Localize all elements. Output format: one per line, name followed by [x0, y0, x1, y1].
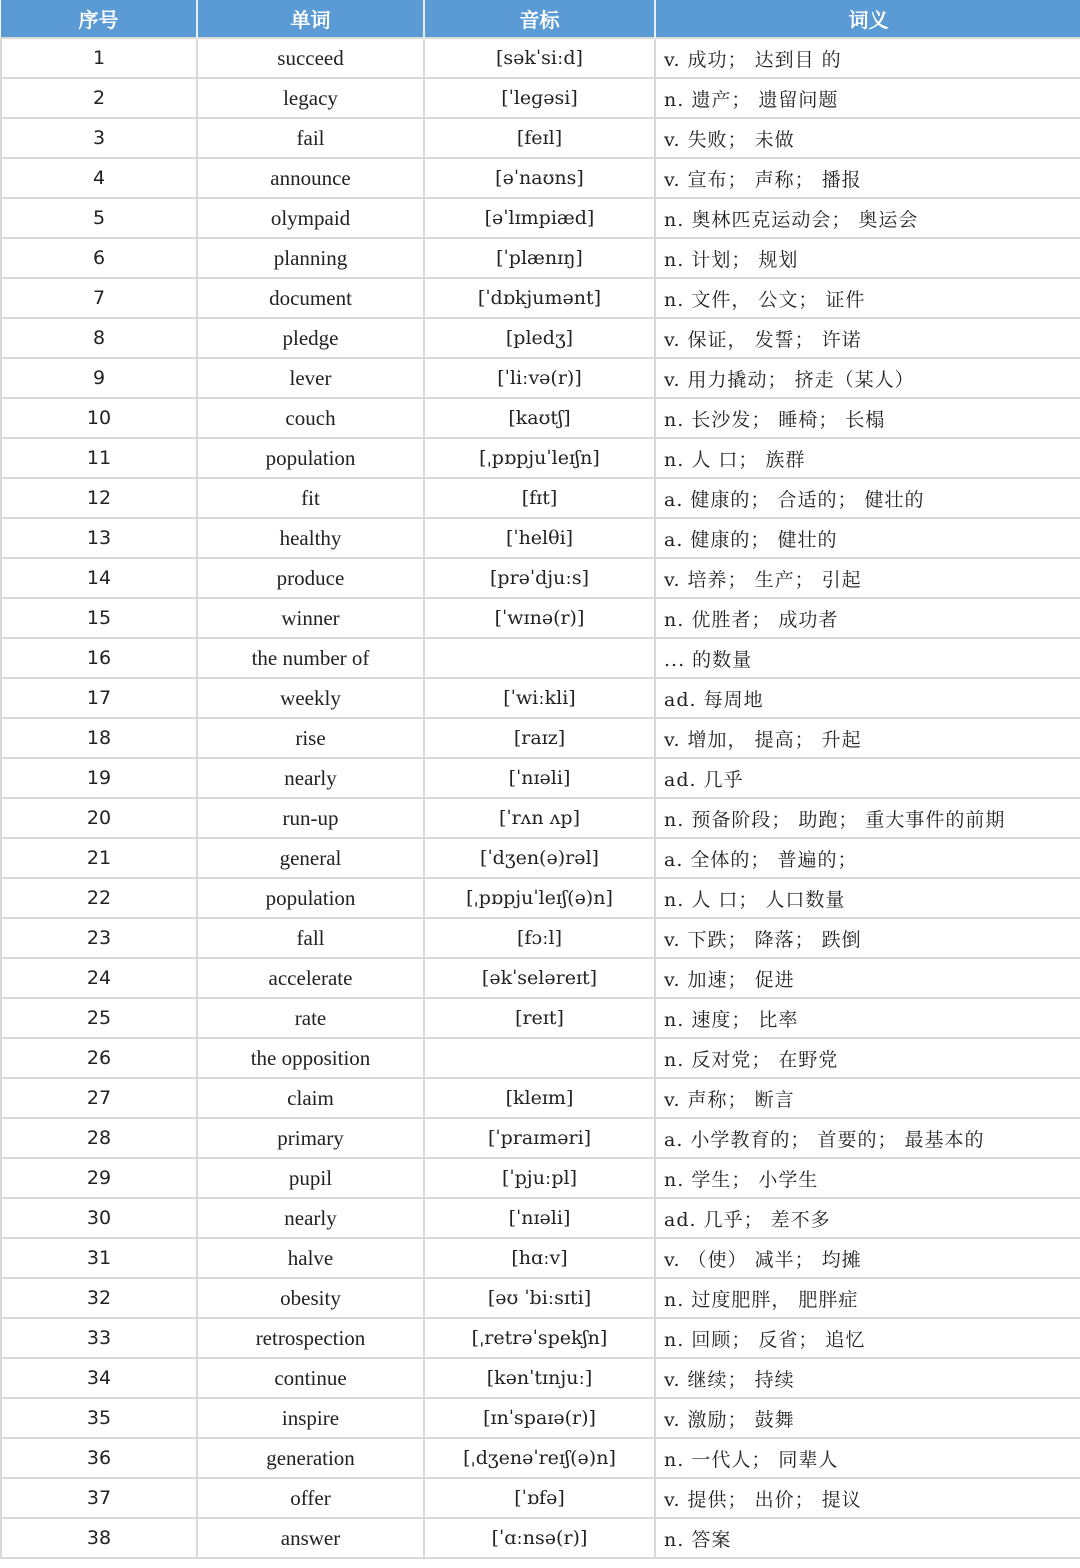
row-word: fall [197, 918, 424, 958]
row-meaning: a. 全体的； 普遍的； [655, 838, 1080, 878]
row-phonetic: [ˌdʒenəˈreɪʃ(ə)n] [424, 1438, 655, 1478]
row-index: 34 [1, 1358, 197, 1398]
row-index: 18 [1, 718, 197, 758]
row-word: halve [197, 1238, 424, 1278]
row-word: run-up [197, 798, 424, 838]
row-word: continue [197, 1358, 424, 1398]
row-index: 38 [1, 1518, 197, 1558]
row-meaning: v. 声称； 断言 [655, 1078, 1080, 1118]
row-meaning: n. 人 口； 族群 [655, 438, 1080, 478]
row-index: 2 [1, 78, 197, 118]
row-index: 24 [1, 958, 197, 998]
row-word: nearly [197, 1198, 424, 1238]
row-phonetic: [ˈplænɪŋ] [424, 238, 655, 278]
row-index: 22 [1, 878, 197, 918]
row-index: 35 [1, 1398, 197, 1438]
row-phonetic: [ˈliːvə(r)] [424, 358, 655, 398]
row-word: succeed [197, 38, 424, 78]
row-meaning: n. 计划； 规划 [655, 238, 1080, 278]
row-phonetic: [əkˈseləreɪt] [424, 958, 655, 998]
row-phonetic: [əʊ ˈbiːsɪti] [424, 1278, 655, 1318]
row-phonetic: [prəˈdjuːs] [424, 558, 655, 598]
row-meaning: v. 继续； 持续 [655, 1358, 1080, 1398]
row-word: accelerate [197, 958, 424, 998]
row-phonetic: [ˈdɒkjumənt] [424, 278, 655, 318]
row-word: olympaid [197, 198, 424, 238]
row-meaning: n. 反对党； 在野党 [655, 1038, 1080, 1078]
row-word: population [197, 878, 424, 918]
row-index: 9 [1, 358, 197, 398]
table-row [1, 558, 1080, 598]
table-row [1, 1038, 1080, 1078]
row-phonetic: [ˈɑːnsə(r)] [424, 1518, 655, 1558]
table-row [1, 1078, 1080, 1118]
table-row [1, 1198, 1080, 1238]
table-row [1, 518, 1080, 558]
row-meaning: v. 提供； 出价； 提议 [655, 1478, 1080, 1518]
row-meaning: v. 成功； 达到目 的 [655, 38, 1080, 78]
row-index: 26 [1, 1038, 197, 1078]
row-phonetic: [fɔːl] [424, 918, 655, 958]
row-phonetic: [ˈnɪəli] [424, 1198, 655, 1238]
row-word: produce [197, 558, 424, 598]
row-meaning: n. 人 口； 人口数量 [655, 878, 1080, 918]
header-meaning: 词义 [655, 0, 1080, 38]
row-meaning: a. 小学教育的； 首要的； 最基本的 [655, 1118, 1080, 1158]
row-word: fail [197, 118, 424, 158]
row-word: obesity [197, 1278, 424, 1318]
row-index: 15 [1, 598, 197, 638]
row-index: 19 [1, 758, 197, 798]
row-word: the opposition [197, 1038, 424, 1078]
table-row [1, 1318, 1080, 1358]
row-meaning: v. 用力撬动； 挤走（某人） [655, 358, 1080, 398]
row-phonetic: [kaʊtʃ] [424, 398, 655, 438]
row-word: general [197, 838, 424, 878]
row-index: 28 [1, 1118, 197, 1158]
table-row [1, 1398, 1080, 1438]
row-word: announce [197, 158, 424, 198]
row-phonetic: [raɪz] [424, 718, 655, 758]
table-row [1, 598, 1080, 638]
row-phonetic: [pledʒ] [424, 318, 655, 358]
row-index: 12 [1, 478, 197, 518]
row-meaning: a. 健康的； 合适的； 健壮的 [655, 478, 1080, 518]
table-row [1, 198, 1080, 238]
table-row [1, 438, 1080, 478]
table-row [1, 958, 1080, 998]
row-index: 32 [1, 1278, 197, 1318]
row-index: 17 [1, 678, 197, 718]
row-phonetic [424, 638, 655, 678]
row-index: 13 [1, 518, 197, 558]
row-phonetic: [əˈlɪmpiæd] [424, 198, 655, 238]
row-index: 20 [1, 798, 197, 838]
row-phonetic: [ˈleɡəsi] [424, 78, 655, 118]
row-meaning: v. 增加， 提高； 升起 [655, 718, 1080, 758]
row-meaning: v. 激励； 鼓舞 [655, 1398, 1080, 1438]
table-row [1, 1358, 1080, 1398]
row-word: the number of [197, 638, 424, 678]
row-meaning: ad. 几乎 [655, 758, 1080, 798]
row-meaning: n. 答案 [655, 1518, 1080, 1558]
table-row [1, 478, 1080, 518]
row-meaning: n. 长沙发； 睡椅； 长榻 [655, 398, 1080, 438]
table-row [1, 278, 1080, 318]
row-index: 27 [1, 1078, 197, 1118]
table-header [1, 0, 1080, 38]
row-meaning: n. 文件， 公文； 证件 [655, 278, 1080, 318]
row-word: nearly [197, 758, 424, 798]
row-phonetic: [əˈnaʊns] [424, 158, 655, 198]
table-row [1, 998, 1080, 1038]
row-meaning: ... 的数量 [655, 638, 1080, 678]
row-index: 16 [1, 638, 197, 678]
row-index: 36 [1, 1438, 197, 1478]
row-index: 4 [1, 158, 197, 198]
row-word: rate [197, 998, 424, 1038]
table-row [1, 758, 1080, 798]
row-phonetic: [fɪt] [424, 478, 655, 518]
table-row [1, 1278, 1080, 1318]
row-phonetic: [ˈhelθi] [424, 518, 655, 558]
row-phonetic: [səkˈsiːd] [424, 38, 655, 78]
row-meaning: n. 预备阶段； 助跑； 重大事件的前期 [655, 798, 1080, 838]
row-word: lever [197, 358, 424, 398]
row-word: generation [197, 1438, 424, 1478]
row-word: document [197, 278, 424, 318]
row-index: 30 [1, 1198, 197, 1238]
row-meaning: n. 过度肥胖， 肥胖症 [655, 1278, 1080, 1318]
table-row [1, 1118, 1080, 1158]
table-row [1, 678, 1080, 718]
row-meaning: n. 一代人； 同辈人 [655, 1438, 1080, 1478]
row-phonetic: [kənˈtɪnjuː] [424, 1358, 655, 1398]
row-phonetic: [ˈwɪnə(r)] [424, 598, 655, 638]
row-index: 31 [1, 1238, 197, 1278]
table-row [1, 1518, 1080, 1558]
row-phonetic: [feɪl] [424, 118, 655, 158]
table-row [1, 358, 1080, 398]
header-index: 序号 [1, 0, 197, 38]
row-word: retrospection [197, 1318, 424, 1358]
row-word: planning [197, 238, 424, 278]
row-meaning: v. 加速； 促进 [655, 958, 1080, 998]
row-word: inspire [197, 1398, 424, 1438]
row-phonetic: [ˌretrəˈspekʃn] [424, 1318, 655, 1358]
row-meaning: ad. 每周地 [655, 678, 1080, 718]
row-meaning: v. 保证， 发誓； 许诺 [655, 318, 1080, 358]
row-phonetic: [kleɪm] [424, 1078, 655, 1118]
row-word: primary [197, 1118, 424, 1158]
table-row [1, 238, 1080, 278]
header-phonetic: 音标 [424, 0, 655, 38]
row-word: rise [197, 718, 424, 758]
table-row [1, 118, 1080, 158]
header-row [1, 0, 1080, 38]
table-row [1, 1478, 1080, 1518]
row-index: 3 [1, 118, 197, 158]
table-row [1, 878, 1080, 918]
row-index: 33 [1, 1318, 197, 1358]
row-index: 14 [1, 558, 197, 598]
table-row [1, 398, 1080, 438]
header-word: 单词 [197, 0, 424, 38]
row-index: 1 [1, 38, 197, 78]
row-phonetic [424, 1038, 655, 1078]
table-row [1, 38, 1080, 78]
row-word: legacy [197, 78, 424, 118]
row-phonetic: [reɪt] [424, 998, 655, 1038]
table-row [1, 318, 1080, 358]
row-meaning: n. 回顾； 反省； 追忆 [655, 1318, 1080, 1358]
row-phonetic: [ˈwiːkli] [424, 678, 655, 718]
row-word: pledge [197, 318, 424, 358]
row-phonetic: [ˌpɒpjuˈleɪʃn] [424, 438, 655, 478]
row-index: 29 [1, 1158, 197, 1198]
row-phonetic: [ˌpɒpjuˈleɪʃ(ə)n] [424, 878, 655, 918]
row-meaning: v. （使） 减半； 均摊 [655, 1238, 1080, 1278]
row-meaning: v. 失败； 未做 [655, 118, 1080, 158]
row-meaning: n. 遗产； 遗留问题 [655, 78, 1080, 118]
row-word: pupil [197, 1158, 424, 1198]
row-index: 8 [1, 318, 197, 358]
row-meaning: n. 优胜者； 成功者 [655, 598, 1080, 638]
row-index: 11 [1, 438, 197, 478]
row-meaning: n. 奥林匹克运动会； 奥运会 [655, 198, 1080, 238]
row-index: 37 [1, 1478, 197, 1518]
row-word: winner [197, 598, 424, 638]
row-word: offer [197, 1478, 424, 1518]
row-meaning: n. 学生； 小学生 [655, 1158, 1080, 1198]
row-meaning: v. 宣布； 声称； 播报 [655, 158, 1080, 198]
table-row [1, 918, 1080, 958]
row-meaning: ad. 几乎； 差不多 [655, 1198, 1080, 1238]
table-row [1, 1438, 1080, 1478]
row-index: 21 [1, 838, 197, 878]
table-row [1, 718, 1080, 758]
row-phonetic: [ˈrʌn ʌp] [424, 798, 655, 838]
row-index: 23 [1, 918, 197, 958]
table-body [1, 38, 1080, 1558]
table-row [1, 158, 1080, 198]
row-phonetic: [ɪnˈspaɪə(r)] [424, 1398, 655, 1438]
table-row [1, 1158, 1080, 1198]
table-row [1, 1238, 1080, 1278]
row-meaning: n. 速度； 比率 [655, 998, 1080, 1038]
row-phonetic: [ˈdʒen(ə)rəl] [424, 838, 655, 878]
row-index: 5 [1, 198, 197, 238]
table-row [1, 78, 1080, 118]
row-word: healthy [197, 518, 424, 558]
row-index: 10 [1, 398, 197, 438]
row-phonetic: [ˈpraɪməri] [424, 1118, 655, 1158]
row-phonetic: [ˈpjuːpl] [424, 1158, 655, 1198]
table-row [1, 638, 1080, 678]
row-meaning: a. 健康的； 健壮的 [655, 518, 1080, 558]
row-word: claim [197, 1078, 424, 1118]
row-index: 25 [1, 998, 197, 1038]
row-meaning: v. 培养； 生产； 引起 [655, 558, 1080, 598]
row-phonetic: [ˈnɪəli] [424, 758, 655, 798]
row-phonetic: [hɑːv] [424, 1238, 655, 1278]
row-word: population [197, 438, 424, 478]
row-index: 7 [1, 278, 197, 318]
row-index: 6 [1, 238, 197, 278]
table-row [1, 838, 1080, 878]
row-word: couch [197, 398, 424, 438]
row-word: fit [197, 478, 424, 518]
row-word: weekly [197, 678, 424, 718]
row-word: answer [197, 1518, 424, 1558]
table-row [1, 798, 1080, 838]
row-phonetic: [ˈɒfə] [424, 1478, 655, 1518]
row-meaning: v. 下跌； 降落； 跌倒 [655, 918, 1080, 958]
